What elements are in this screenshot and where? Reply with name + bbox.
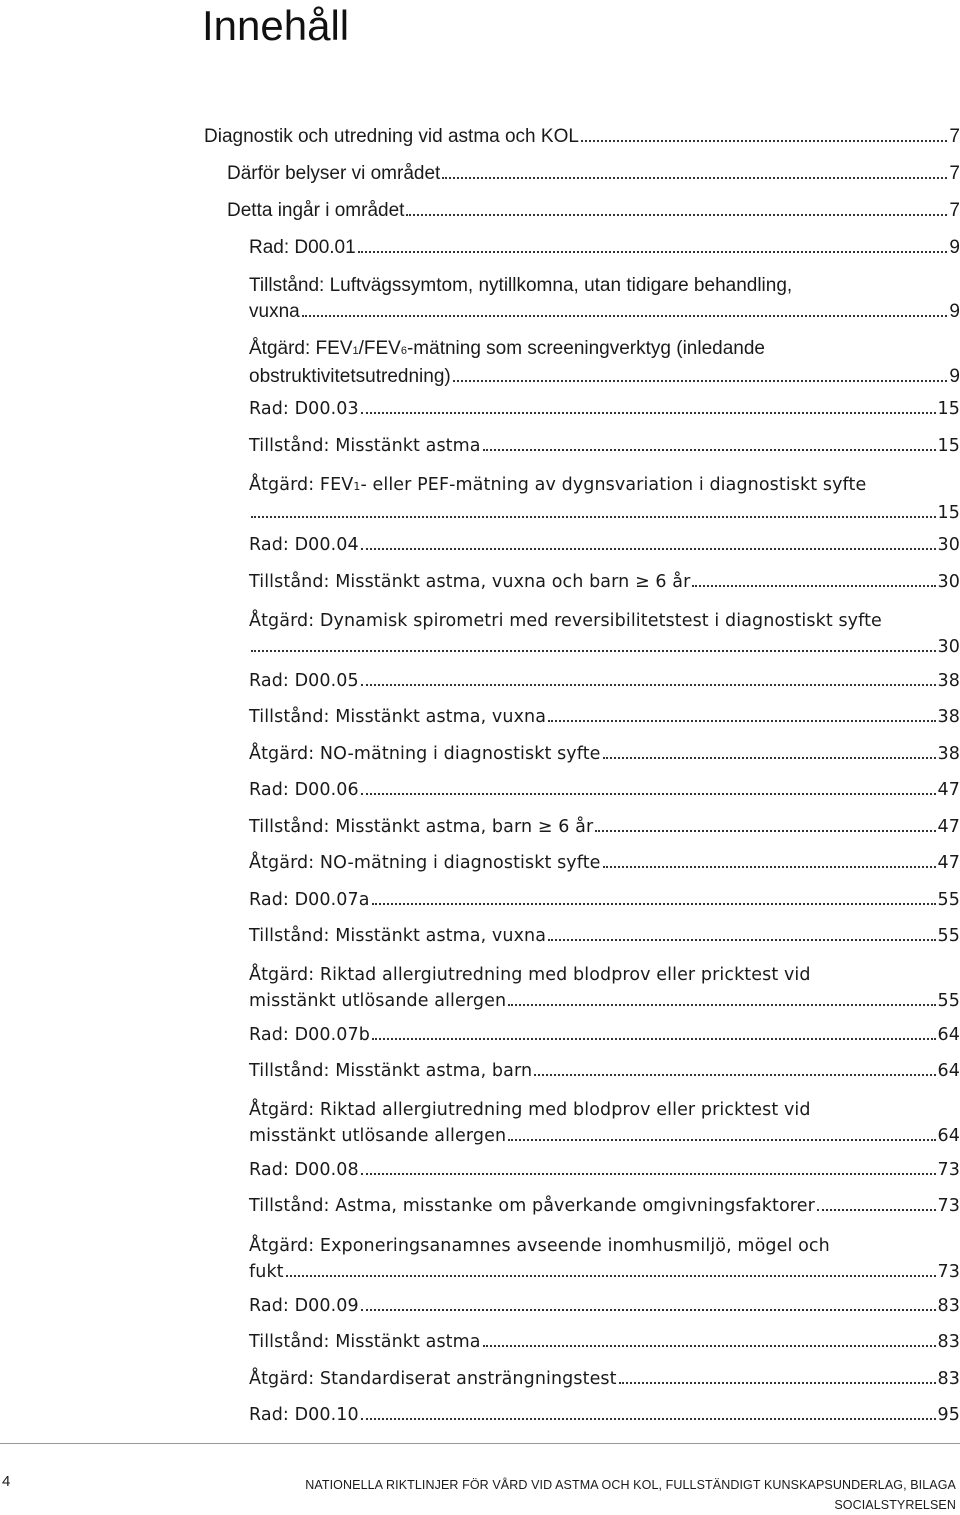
toc-label: Åtgärd: Standardiserat ansträngningstest bbox=[249, 1369, 617, 1389]
toc-label: Rad: D00.07b bbox=[249, 1025, 370, 1045]
toc-label: Tillstånd: Misstänkt astma, vuxna bbox=[249, 707, 547, 727]
toc-leader bbox=[534, 1074, 935, 1076]
toc-label: Åtgärd: NO-mätning i diagnostiskt syfte bbox=[249, 744, 601, 764]
toc-leader bbox=[508, 1139, 935, 1141]
toc-leader bbox=[361, 793, 936, 795]
toc-page-number: 55 bbox=[937, 926, 960, 946]
toc-label-cont: misstänkt utlösande allergen bbox=[249, 1126, 507, 1146]
toc-label: Åtgärd: FEV bbox=[249, 338, 353, 359]
toc-label: -mätning som screeningverktyg (inledande bbox=[406, 338, 765, 359]
toc-entry[interactable] bbox=[249, 890, 960, 910]
toc-leader bbox=[361, 1418, 936, 1420]
page-title: Innehåll bbox=[202, 2, 350, 49]
toc-label: Detta ingår i området bbox=[227, 200, 405, 221]
footer-text bbox=[305, 1475, 956, 1515]
toc-page-number: 47 bbox=[937, 780, 960, 800]
toc-leader bbox=[358, 251, 948, 253]
toc-label: Diagnostik och utredning vid astma och KOL bbox=[204, 126, 579, 147]
toc-leader bbox=[406, 214, 947, 216]
toc-leader bbox=[251, 516, 936, 518]
toc-entry[interactable] bbox=[249, 1233, 960, 1285]
toc-leader bbox=[302, 315, 948, 317]
toc-entry[interactable] bbox=[249, 780, 960, 800]
toc-page-number: 30 bbox=[937, 637, 960, 657]
toc-page-number: 64 bbox=[937, 1061, 960, 1081]
toc-page-number: 83 bbox=[937, 1296, 960, 1316]
toc-leader bbox=[603, 866, 936, 868]
toc-leader bbox=[372, 903, 936, 905]
toc-page-number: 7 bbox=[949, 163, 960, 184]
toc-leader bbox=[595, 830, 935, 832]
footer-divider bbox=[0, 1443, 960, 1444]
toc-label: Rad: D00.01 bbox=[249, 237, 356, 258]
toc-label: Tillstånd: Misstänkt astma, barn ≥ 6 år bbox=[249, 817, 594, 837]
toc-label: Rad: D00.09 bbox=[249, 1296, 359, 1316]
toc-leader bbox=[453, 380, 948, 382]
toc-page-number: 47 bbox=[937, 817, 960, 837]
toc-label: Rad: D00.08 bbox=[249, 1160, 359, 1180]
toc-page-number: 47 bbox=[937, 853, 960, 873]
toc-entry[interactable] bbox=[249, 1405, 960, 1425]
toc-label: Rad: D00.03 bbox=[249, 399, 359, 419]
toc-label: Rad: D00.05 bbox=[249, 671, 359, 691]
subscript: 1 bbox=[352, 345, 359, 357]
toc-page-number: 95 bbox=[937, 1405, 960, 1425]
toc-label: Åtgärd: Exponeringsanamnes avseende inomhusmiljö, mögel och bbox=[249, 1236, 830, 1256]
toc-leader bbox=[619, 1382, 936, 1384]
toc-label: Tillstånd: Luftvägssymtom, nytillkomna, utan tidigare behandling, bbox=[249, 275, 793, 296]
toc-leader bbox=[508, 1004, 935, 1006]
toc-page-number: 73 bbox=[937, 1262, 960, 1282]
toc-label: Rad: D00.10 bbox=[249, 1405, 359, 1425]
toc-leader bbox=[817, 1209, 936, 1211]
toc-page-number: 15 bbox=[937, 399, 960, 419]
toc-entry[interactable] bbox=[249, 237, 960, 259]
toc-label-cont: vuxna bbox=[249, 301, 300, 322]
toc-page-number: 9 bbox=[949, 237, 960, 258]
toc-label: Tillstånd: Astma, misstanke om påverkande omgivningsfaktorer bbox=[249, 1196, 815, 1216]
toc-entry[interactable] bbox=[249, 472, 960, 526]
subscript: 1 bbox=[353, 480, 361, 493]
toc-leader bbox=[372, 1038, 936, 1040]
toc-page-number: 15 bbox=[937, 436, 960, 456]
toc-page-number: 73 bbox=[937, 1160, 960, 1180]
toc-label: Tillstånd: Misstänkt astma, vuxna och barn ≥ 6 år bbox=[249, 572, 691, 592]
toc-entry[interactable] bbox=[249, 535, 960, 555]
toc-entry[interactable] bbox=[227, 200, 960, 222]
toc-page-number: 9 bbox=[949, 301, 960, 322]
toc-entry[interactable] bbox=[249, 436, 960, 456]
subscript: 6 bbox=[400, 345, 407, 357]
toc-leader bbox=[483, 449, 936, 451]
toc-entry[interactable] bbox=[249, 1196, 960, 1216]
toc-entry[interactable] bbox=[249, 1097, 960, 1149]
toc-entry[interactable] bbox=[249, 707, 960, 727]
toc-leader bbox=[361, 684, 936, 686]
toc-entry[interactable] bbox=[249, 817, 960, 837]
footer-line2: SOCIALSTYRELSEN bbox=[834, 1498, 956, 1512]
toc-entry[interactable] bbox=[249, 1369, 960, 1389]
toc-label-cont: misstänkt utlösande allergen bbox=[249, 991, 507, 1011]
toc-leader bbox=[361, 548, 936, 550]
toc-entry[interactable] bbox=[249, 273, 960, 325]
toc-page-number: 55 bbox=[937, 991, 960, 1011]
toc-leader bbox=[603, 757, 936, 759]
toc-page-number: 15 bbox=[937, 503, 960, 523]
toc-label: - eller PEF-mätning av dygnsvariation i diagnostiskt syfte bbox=[360, 475, 867, 495]
footer-line1: NATIONELLA RIKTLINJER FÖR VÅRD VID ASTMA OCH KOL, FULLSTÄNDIGT KUNSKAPSUNDERLAG, BILAGA bbox=[305, 1478, 956, 1492]
toc-label: Rad: D00.04 bbox=[249, 535, 359, 555]
toc-label: Åtgärd: Riktad allergiutredning med blodprov eller pricktest vid bbox=[249, 965, 811, 985]
toc-entry[interactable] bbox=[249, 744, 960, 764]
toc-page-number: 64 bbox=[937, 1025, 960, 1045]
toc-label-cont: obstruktivitetsutredning) bbox=[249, 366, 451, 387]
toc-leader bbox=[692, 585, 935, 587]
toc-leader bbox=[251, 650, 936, 652]
toc-label: Rad: D00.06 bbox=[249, 780, 359, 800]
footer-page-number: 4 bbox=[2, 1473, 11, 1490]
toc-entry[interactable] bbox=[249, 926, 960, 946]
toc-leader bbox=[548, 720, 935, 722]
toc-page-number: 83 bbox=[937, 1332, 960, 1352]
toc-label: Åtgärd: NO-mätning i diagnostiskt syfte bbox=[249, 853, 601, 873]
toc-page-number: 73 bbox=[937, 1196, 960, 1216]
toc-entry[interactable] bbox=[249, 1160, 960, 1180]
toc-entry[interactable] bbox=[249, 572, 960, 592]
toc-label: Åtgärd: Riktad allergiutredning med blodprov eller pricktest vid bbox=[249, 1100, 811, 1120]
toc-entry[interactable] bbox=[249, 608, 960, 660]
toc-leader bbox=[581, 140, 947, 142]
toc-entry[interactable] bbox=[249, 671, 960, 691]
toc-page-number: 7 bbox=[949, 200, 960, 221]
toc-entry[interactable] bbox=[249, 853, 960, 873]
toc-leader bbox=[286, 1275, 936, 1277]
toc-leader bbox=[548, 939, 935, 941]
toc-leader bbox=[442, 177, 947, 179]
toc-entry[interactable] bbox=[249, 399, 960, 419]
toc-page-number: 38 bbox=[937, 744, 960, 764]
toc-page-number: 9 bbox=[949, 366, 960, 387]
toc-entry[interactable] bbox=[249, 1061, 960, 1081]
toc-entry[interactable] bbox=[204, 126, 960, 148]
toc-entry[interactable] bbox=[249, 1025, 960, 1045]
toc-label: Åtgärd: Dynamisk spirometri med reversibilitetstest i diagnostiskt syfte bbox=[249, 611, 882, 631]
toc-label: Rad: D00.07a bbox=[249, 890, 370, 910]
toc-entry[interactable] bbox=[249, 1332, 960, 1352]
toc-leader bbox=[361, 412, 936, 414]
toc-label: Tillstånd: Misstänkt astma bbox=[249, 1332, 481, 1352]
toc-page-number: 38 bbox=[937, 707, 960, 727]
toc-label: Därför belyser vi området bbox=[227, 163, 441, 184]
toc-leader bbox=[361, 1173, 936, 1175]
toc-page-number: 83 bbox=[937, 1369, 960, 1389]
toc-label: /FEV bbox=[358, 338, 401, 359]
toc-page-number: 38 bbox=[937, 671, 960, 691]
toc-label: Tillstånd: Misstänkt astma, barn bbox=[249, 1061, 533, 1081]
toc-entry[interactable] bbox=[249, 336, 960, 390]
toc-page-number: 7 bbox=[949, 126, 960, 147]
toc-entry[interactable] bbox=[249, 1296, 960, 1316]
toc-label: Tillstånd: Misstänkt astma bbox=[249, 436, 481, 456]
toc-entry[interactable] bbox=[227, 163, 960, 185]
toc-leader bbox=[361, 1309, 936, 1311]
toc-page-number: 64 bbox=[937, 1126, 960, 1146]
toc-page-number: 30 bbox=[937, 535, 960, 555]
toc-leader bbox=[483, 1345, 936, 1347]
toc-page-number: 55 bbox=[937, 890, 960, 910]
toc-entry[interactable] bbox=[249, 962, 960, 1014]
toc-label-cont: fukt bbox=[249, 1262, 284, 1282]
toc-label: Tillstånd: Misstänkt astma, vuxna bbox=[249, 926, 547, 946]
toc-label: Åtgärd: FEV bbox=[249, 475, 354, 495]
toc-page-number: 30 bbox=[937, 572, 960, 592]
